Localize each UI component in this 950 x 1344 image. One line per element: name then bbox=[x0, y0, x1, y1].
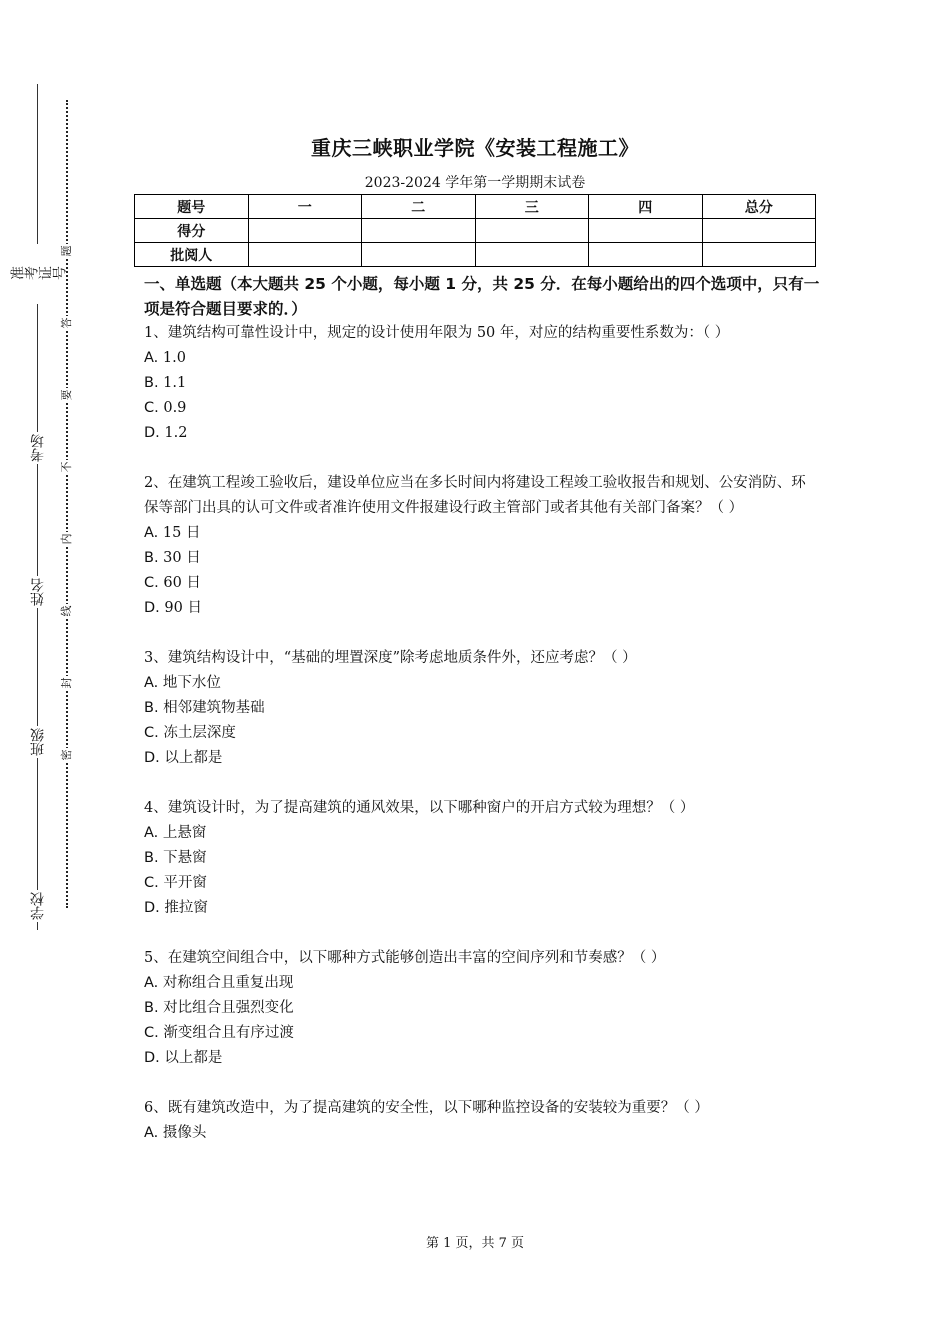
option-text: 平开窗 bbox=[158, 875, 207, 891]
score-header-cell: 二 bbox=[362, 195, 476, 219]
option-text: 对称组合且重复出现 bbox=[158, 975, 294, 991]
answer-option[interactable] bbox=[144, 421, 820, 446]
question-item bbox=[144, 796, 820, 921]
score-cell[interactable] bbox=[362, 243, 476, 267]
question-stem: 5、在建筑空间组合中，以下哪种方式能够创造出丰富的空间序列和节奏感？（ ） bbox=[144, 950, 666, 966]
answer-option[interactable] bbox=[144, 846, 820, 871]
option-letter: A. bbox=[144, 1125, 159, 1141]
score-cell[interactable] bbox=[589, 243, 703, 267]
option-text: 30 日 bbox=[158, 550, 201, 566]
option-letter: D. bbox=[144, 1050, 160, 1066]
option-letter: D. bbox=[144, 900, 160, 916]
option-text: 摄像头 bbox=[158, 1125, 207, 1141]
score-table-row bbox=[135, 219, 816, 243]
option-letter: A. bbox=[144, 825, 159, 841]
answer-option[interactable] bbox=[144, 521, 820, 546]
seal-char: 内 bbox=[60, 533, 73, 545]
option-letter: C. bbox=[144, 1025, 159, 1041]
section-heading: 一、单选题（本大题共 25 个小题，每小题 1 分，共 25 分．在每小题给出的四个选项中，只有一项是符合题目要求的．） bbox=[144, 275, 820, 318]
seal-char: 要 bbox=[60, 389, 73, 401]
answer-option[interactable] bbox=[144, 546, 820, 571]
page-subtitle: 2023-2024 学年第一学期期末试卷 bbox=[364, 175, 586, 191]
option-letter: B. bbox=[144, 700, 159, 716]
answer-option[interactable] bbox=[144, 696, 820, 721]
option-text: 0.9 bbox=[158, 400, 187, 416]
question-item bbox=[144, 946, 820, 1071]
option-letter: C. bbox=[144, 875, 159, 891]
option-text: 以上都是 bbox=[159, 1050, 223, 1066]
margin-field-exam-room: 考场 bbox=[30, 434, 46, 462]
answer-option[interactable] bbox=[144, 871, 820, 896]
question-stem: 1、建筑结构可靠性设计中，规定的设计使用年限为 50 年，对应的结构重要性系数为：（ ） bbox=[144, 325, 730, 341]
score-cell[interactable] bbox=[362, 219, 476, 243]
option-text: 对比组合且强烈变化 bbox=[158, 1000, 294, 1016]
margin-field-name: 姓名 bbox=[30, 578, 46, 606]
option-text: 相邻建筑物基础 bbox=[158, 700, 265, 716]
score-table bbox=[134, 194, 816, 267]
score-cell[interactable] bbox=[248, 243, 362, 267]
question-item bbox=[144, 321, 820, 446]
score-cell[interactable] bbox=[475, 243, 589, 267]
answer-option[interactable] bbox=[144, 671, 820, 696]
answer-option[interactable] bbox=[144, 721, 820, 746]
option-letter: D. bbox=[144, 750, 160, 766]
answer-option[interactable] bbox=[144, 371, 820, 396]
option-text: 渐变组合且有序过渡 bbox=[158, 1025, 294, 1041]
question-stem: 4、建筑设计时，为了提高建筑的通风效果，以下哪种窗户的开启方式较为理想？（ ） bbox=[144, 800, 695, 816]
option-text: 以上都是 bbox=[159, 750, 223, 766]
page-footer: 第 1 页，共 7 页 bbox=[425, 1236, 525, 1251]
margin-field-school: 学校 bbox=[30, 892, 46, 920]
seal-char: 线 bbox=[60, 605, 73, 617]
option-letter: B. bbox=[144, 375, 159, 391]
option-text: 下悬窗 bbox=[158, 850, 207, 866]
answer-option[interactable] bbox=[144, 896, 820, 921]
option-letter: A. bbox=[144, 350, 159, 366]
margin-field-class: 班级 bbox=[30, 728, 46, 756]
answer-option[interactable] bbox=[144, 971, 820, 996]
score-cell[interactable] bbox=[702, 219, 816, 243]
answer-option[interactable] bbox=[144, 746, 820, 771]
score-cell[interactable] bbox=[589, 219, 703, 243]
score-row-label: 批阅人 bbox=[135, 243, 249, 267]
option-text: 推拉窗 bbox=[159, 900, 208, 916]
answer-option[interactable] bbox=[144, 1046, 820, 1071]
seal-char: 题 bbox=[60, 245, 73, 257]
score-table-header-row bbox=[135, 195, 816, 219]
option-letter: D. bbox=[144, 425, 160, 441]
question-item bbox=[144, 1096, 820, 1146]
score-row-label: 得分 bbox=[135, 219, 249, 243]
option-text: 冻土层深度 bbox=[158, 725, 236, 741]
score-header-cell: 题号 bbox=[135, 195, 249, 219]
answer-option[interactable] bbox=[144, 596, 820, 621]
answer-option[interactable] bbox=[144, 571, 820, 596]
question-stem: 6、既有建筑改造中，为了提高建筑的安全性，以下哪种监控设备的安装较为重要？（ ） bbox=[144, 1100, 709, 1116]
option-letter: C. bbox=[144, 575, 159, 591]
option-letter: B. bbox=[144, 1000, 159, 1016]
option-letter: D. bbox=[144, 600, 160, 616]
option-text: 上悬窗 bbox=[158, 825, 207, 841]
option-text: 1.2 bbox=[159, 425, 188, 441]
seal-char: 不 bbox=[60, 461, 73, 473]
answer-option[interactable] bbox=[144, 821, 820, 846]
option-text: 15 日 bbox=[158, 525, 201, 541]
score-header-cell: 三 bbox=[475, 195, 589, 219]
question-stem: 3、建筑结构设计中，“基础的埋置深度”除考虑地质条件外，还应考虑？（ ） bbox=[144, 650, 637, 666]
score-header-cell: 总分 bbox=[702, 195, 816, 219]
score-cell[interactable] bbox=[248, 219, 362, 243]
option-text: 1.1 bbox=[158, 375, 187, 391]
seal-char: 封 bbox=[60, 677, 73, 689]
score-cell[interactable] bbox=[475, 219, 589, 243]
option-letter: B. bbox=[144, 550, 159, 566]
option-text: 地下水位 bbox=[158, 675, 221, 691]
margin-field-exam-number: 准考证号 bbox=[31, 244, 45, 304]
binding-line bbox=[37, 84, 38, 930]
option-text: 1.0 bbox=[158, 350, 186, 366]
option-letter: A. bbox=[144, 675, 159, 691]
page-title: 重庆三峡职业学院《安装工程施工》 bbox=[311, 136, 639, 160]
answer-option[interactable] bbox=[144, 996, 820, 1021]
question-list bbox=[144, 321, 820, 1171]
option-letter: C. bbox=[144, 725, 159, 741]
option-letter: C. bbox=[144, 400, 159, 416]
question-stem: 2、在建筑工程竣工验收后，建设单位应当在多长时间内将建设工程竣工验收报告和规划、公安消防、环保等部门出具的认可文件或者准许使用文件报建设行政主管部门或者其他有关部门备案？（ ） bbox=[144, 475, 806, 516]
answer-option[interactable] bbox=[144, 1121, 820, 1146]
option-text: 90 日 bbox=[159, 600, 202, 616]
score-table-row bbox=[135, 243, 816, 267]
answer-option[interactable] bbox=[144, 1021, 820, 1046]
answer-option[interactable] bbox=[144, 396, 820, 421]
option-letter: A. bbox=[144, 525, 159, 541]
option-text: 60 日 bbox=[158, 575, 201, 591]
question-item bbox=[144, 646, 820, 771]
seal-dotted-line bbox=[66, 100, 68, 908]
question-item bbox=[144, 471, 820, 621]
seal-char: 密 bbox=[60, 749, 73, 761]
answer-option[interactable] bbox=[144, 346, 820, 371]
option-letter: B. bbox=[144, 850, 159, 866]
score-cell[interactable] bbox=[702, 243, 816, 267]
score-header-cell: 一 bbox=[248, 195, 362, 219]
seal-char: 答 bbox=[60, 317, 73, 329]
option-letter: A. bbox=[144, 975, 159, 991]
score-header-cell: 四 bbox=[589, 195, 703, 219]
